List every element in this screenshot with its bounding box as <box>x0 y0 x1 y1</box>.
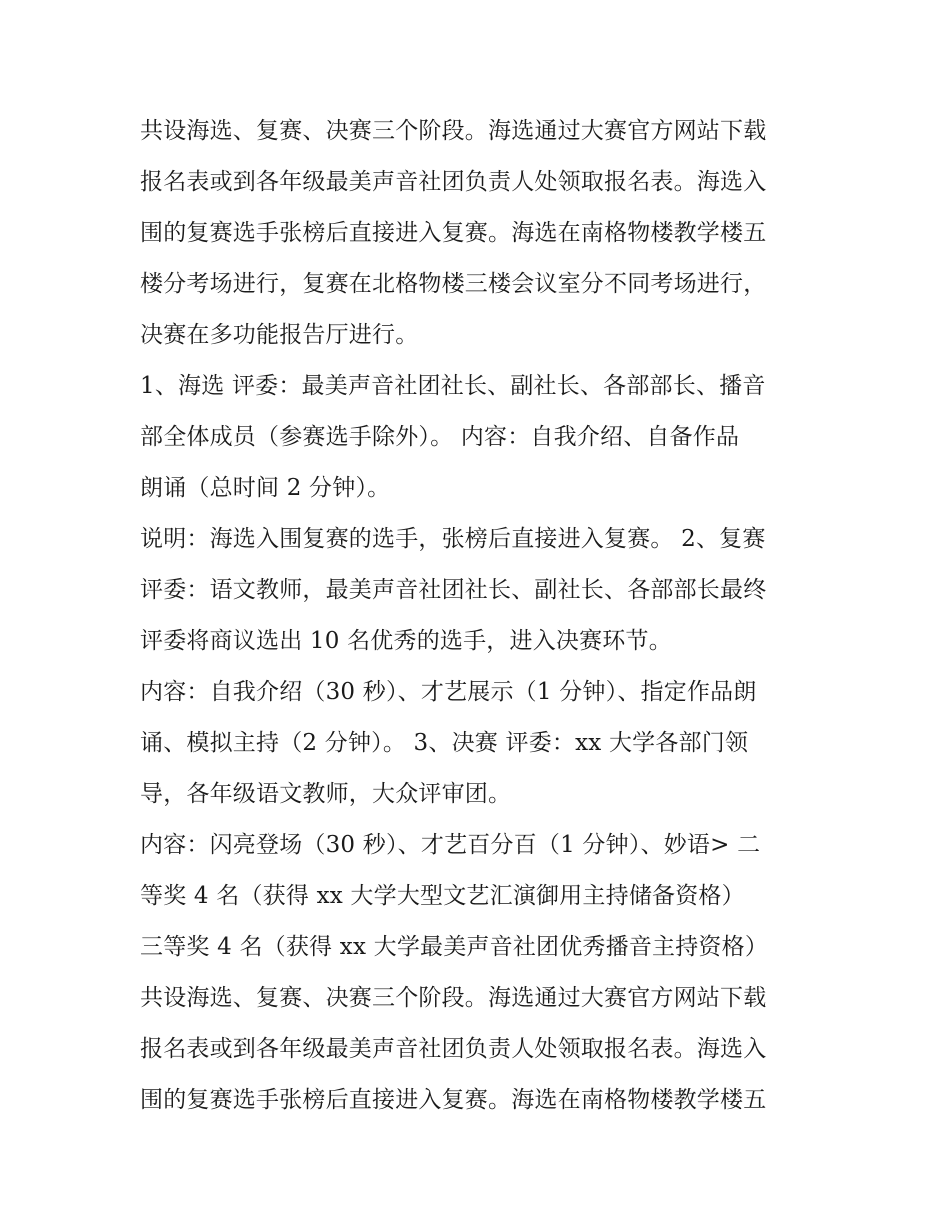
text-line: 说明：海选入围复赛的选手，张榜后直接进入复赛。 2、复赛 <box>140 526 766 552</box>
text-line: 内容：闪亮登场（30 秒）、才艺百分百（1 分钟）、妙语> 二 <box>140 832 761 858</box>
text-line: 共设海选、复赛、决赛三个阶段。海选通过大赛官方网站下载 <box>140 118 767 144</box>
text-line: 诵、模拟主持（2 分钟）。 3、决赛 评委：xx 大学各部门领 <box>140 730 749 756</box>
text-line: 楼分考场进行，复赛在北格物楼三楼会议室分不同考场进行， <box>140 271 767 297</box>
text-line: 围的复赛选手张榜后直接进入复赛。海选在南格物楼教学楼五 <box>140 1087 767 1113</box>
text-line: 共设海选、复赛、决赛三个阶段。海选通过大赛官方网站下载 <box>140 985 767 1011</box>
text-line: 导，各年级语文教师，大众评审团。 <box>140 781 512 807</box>
text-line: 评委将商议选出 10 名优秀的选手，进入决赛环节。 <box>140 628 672 654</box>
text-line: 围的复赛选手张榜后直接进入复赛。海选在南格物楼教学楼五 <box>140 220 767 246</box>
document-body <box>140 106 830 1126</box>
text-line: 1、海选 评委：最美声音社团社长、副社长、各部部长、播音 <box>140 373 766 399</box>
text-line: 决赛在多功能报告厅进行。 <box>140 322 419 348</box>
text-line: 等奖 4 名（获得 xx 大学大型文艺汇演御用主持储备资格） <box>140 883 745 909</box>
text-line: 报名表或到各年级最美声音社团负责人处领取报名表。海选入 <box>140 169 767 195</box>
text-line: 三等奖 4 名（获得 xx 大学最美声音社团优秀播音主持资格） <box>140 934 769 960</box>
text-line: 评委：语文教师，最美声音社团社长、副社长、各部部长最终 <box>140 577 767 603</box>
text-line: 报名表或到各年级最美声音社团负责人处领取报名表。海选入 <box>140 1036 767 1062</box>
text-line: 朗诵（总时间 2 分钟）。 <box>140 475 391 501</box>
text-line: 部全体成员（参赛选手除外）。 内容：自我介绍、自备作品 <box>140 424 740 450</box>
text-line: 内容：自我介绍（30 秒）、才艺展示（1 分钟）、指定作品朗 <box>140 679 757 705</box>
